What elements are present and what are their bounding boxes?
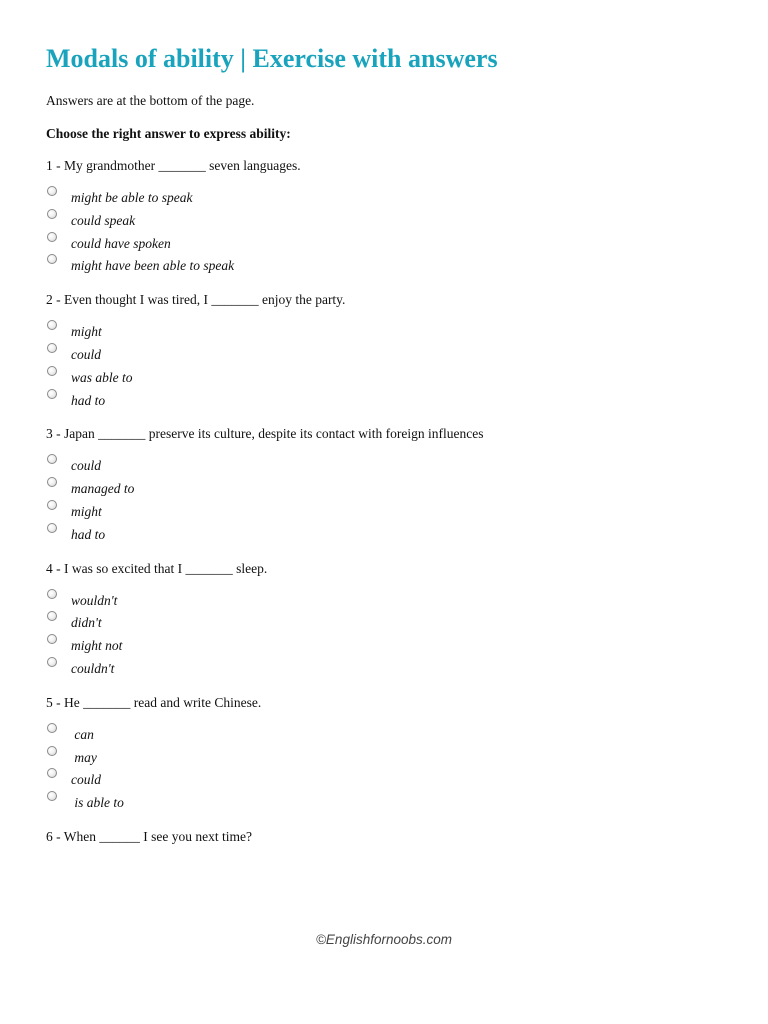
radio-button-icon[interactable] — [47, 768, 57, 778]
question-2 — [46, 291, 726, 411]
answer-option-label: could — [71, 346, 101, 362]
answer-option-label: couldn't — [71, 660, 115, 676]
answer-option[interactable] — [46, 477, 726, 500]
radio-button-icon[interactable] — [47, 723, 57, 733]
radio-button-icon[interactable] — [47, 791, 57, 801]
answer-option[interactable] — [46, 232, 726, 255]
answer-option-label: is able to — [71, 795, 124, 811]
answer-option-label: may — [71, 749, 97, 765]
radio-button-icon[interactable] — [47, 500, 57, 510]
answer-option[interactable] — [46, 320, 726, 343]
radio-button-icon[interactable] — [47, 454, 57, 464]
radio-button-icon[interactable] — [47, 523, 57, 533]
answer-options — [46, 454, 726, 545]
radio-button-icon[interactable] — [47, 366, 57, 376]
radio-button-icon[interactable] — [47, 343, 57, 353]
question-text: 1 - My grandmother _______ seven languages. — [46, 158, 301, 173]
radio-button-icon[interactable] — [47, 477, 57, 487]
answer-option-label: might — [71, 324, 102, 340]
intro-text: Answers are at the bottom of the page. — [46, 93, 255, 108]
answer-option-label: didn't — [71, 615, 102, 631]
answer-option[interactable] — [46, 186, 726, 209]
radio-button-icon[interactable] — [47, 209, 57, 219]
answer-option[interactable] — [46, 723, 726, 746]
answer-option-label: had to — [71, 526, 106, 542]
question-text: 3 - Japan _______ preserve its culture, despite its contact with foreign influences — [46, 426, 484, 442]
radio-button-icon[interactable] — [47, 589, 57, 599]
answer-option[interactable] — [46, 500, 726, 523]
instruction-text: Choose the right answer to express ability: — [46, 126, 291, 141]
answer-option-label: might not — [71, 638, 123, 654]
radio-button-icon[interactable] — [47, 254, 57, 264]
question-text: 6 - When ______ I see you next time? — [46, 828, 252, 844]
answer-option-label: could — [71, 772, 101, 788]
radio-button-icon[interactable] — [47, 320, 57, 330]
answer-option[interactable] — [46, 454, 726, 477]
answer-option[interactable] — [46, 589, 726, 612]
answer-option[interactable] — [46, 209, 726, 232]
question-list — [46, 157, 726, 846]
footer-credit: ©Englishfornoobs.com — [315, 932, 452, 947]
question-text: 4 - I was so excited that I _______ sleep. — [46, 560, 268, 576]
answer-option[interactable] — [46, 523, 726, 546]
answer-option-label: could speak — [71, 212, 136, 228]
radio-button-icon[interactable] — [47, 657, 57, 667]
question-1 — [46, 157, 726, 277]
answer-option[interactable] — [46, 366, 726, 389]
answer-option[interactable] — [46, 634, 726, 657]
answer-options — [46, 320, 726, 411]
answer-option-label: was able to — [71, 369, 133, 385]
answer-option[interactable] — [46, 768, 726, 791]
answer-options — [46, 186, 726, 277]
answer-option-label: might be able to speak — [71, 190, 193, 205]
radio-button-icon[interactable] — [47, 746, 57, 756]
page-title: Modals of ability | Exercise with answers — [46, 44, 498, 73]
answer-option[interactable] — [46, 657, 726, 680]
answer-option-label: managed to — [71, 481, 135, 497]
question-3 — [46, 425, 726, 545]
radio-button-icon[interactable] — [47, 186, 57, 196]
radio-button-icon[interactable] — [47, 611, 57, 621]
answer-option[interactable] — [46, 389, 726, 412]
answer-options — [46, 723, 726, 814]
question-text: 2 - Even thought I was tired, I _______ enjoy the party. — [46, 292, 346, 308]
answer-option[interactable] — [46, 254, 726, 277]
question-text: 5 - He _______ read and write Chinese. — [46, 694, 262, 710]
answer-option[interactable] — [46, 611, 726, 634]
answer-option[interactable] — [46, 343, 726, 366]
answer-option-label: wouldn't — [71, 592, 118, 608]
answer-option-label: might have been able to speak — [71, 258, 235, 274]
question-4 — [46, 560, 726, 680]
answer-option-label: might — [71, 503, 102, 519]
radio-button-icon[interactable] — [47, 389, 57, 399]
radio-button-icon[interactable] — [47, 232, 57, 242]
answer-option-label: had to — [71, 392, 106, 408]
question-6 — [46, 828, 726, 846]
radio-button-icon[interactable] — [47, 634, 57, 644]
answer-options — [46, 589, 726, 680]
answer-option-label: could have spoken — [71, 235, 171, 251]
question-5 — [46, 694, 726, 814]
answer-option[interactable] — [46, 791, 726, 814]
worksheet — [46, 42, 726, 846]
answer-option-label: could — [71, 458, 101, 474]
answer-option-label: can — [71, 726, 94, 742]
answer-option[interactable] — [46, 746, 726, 769]
